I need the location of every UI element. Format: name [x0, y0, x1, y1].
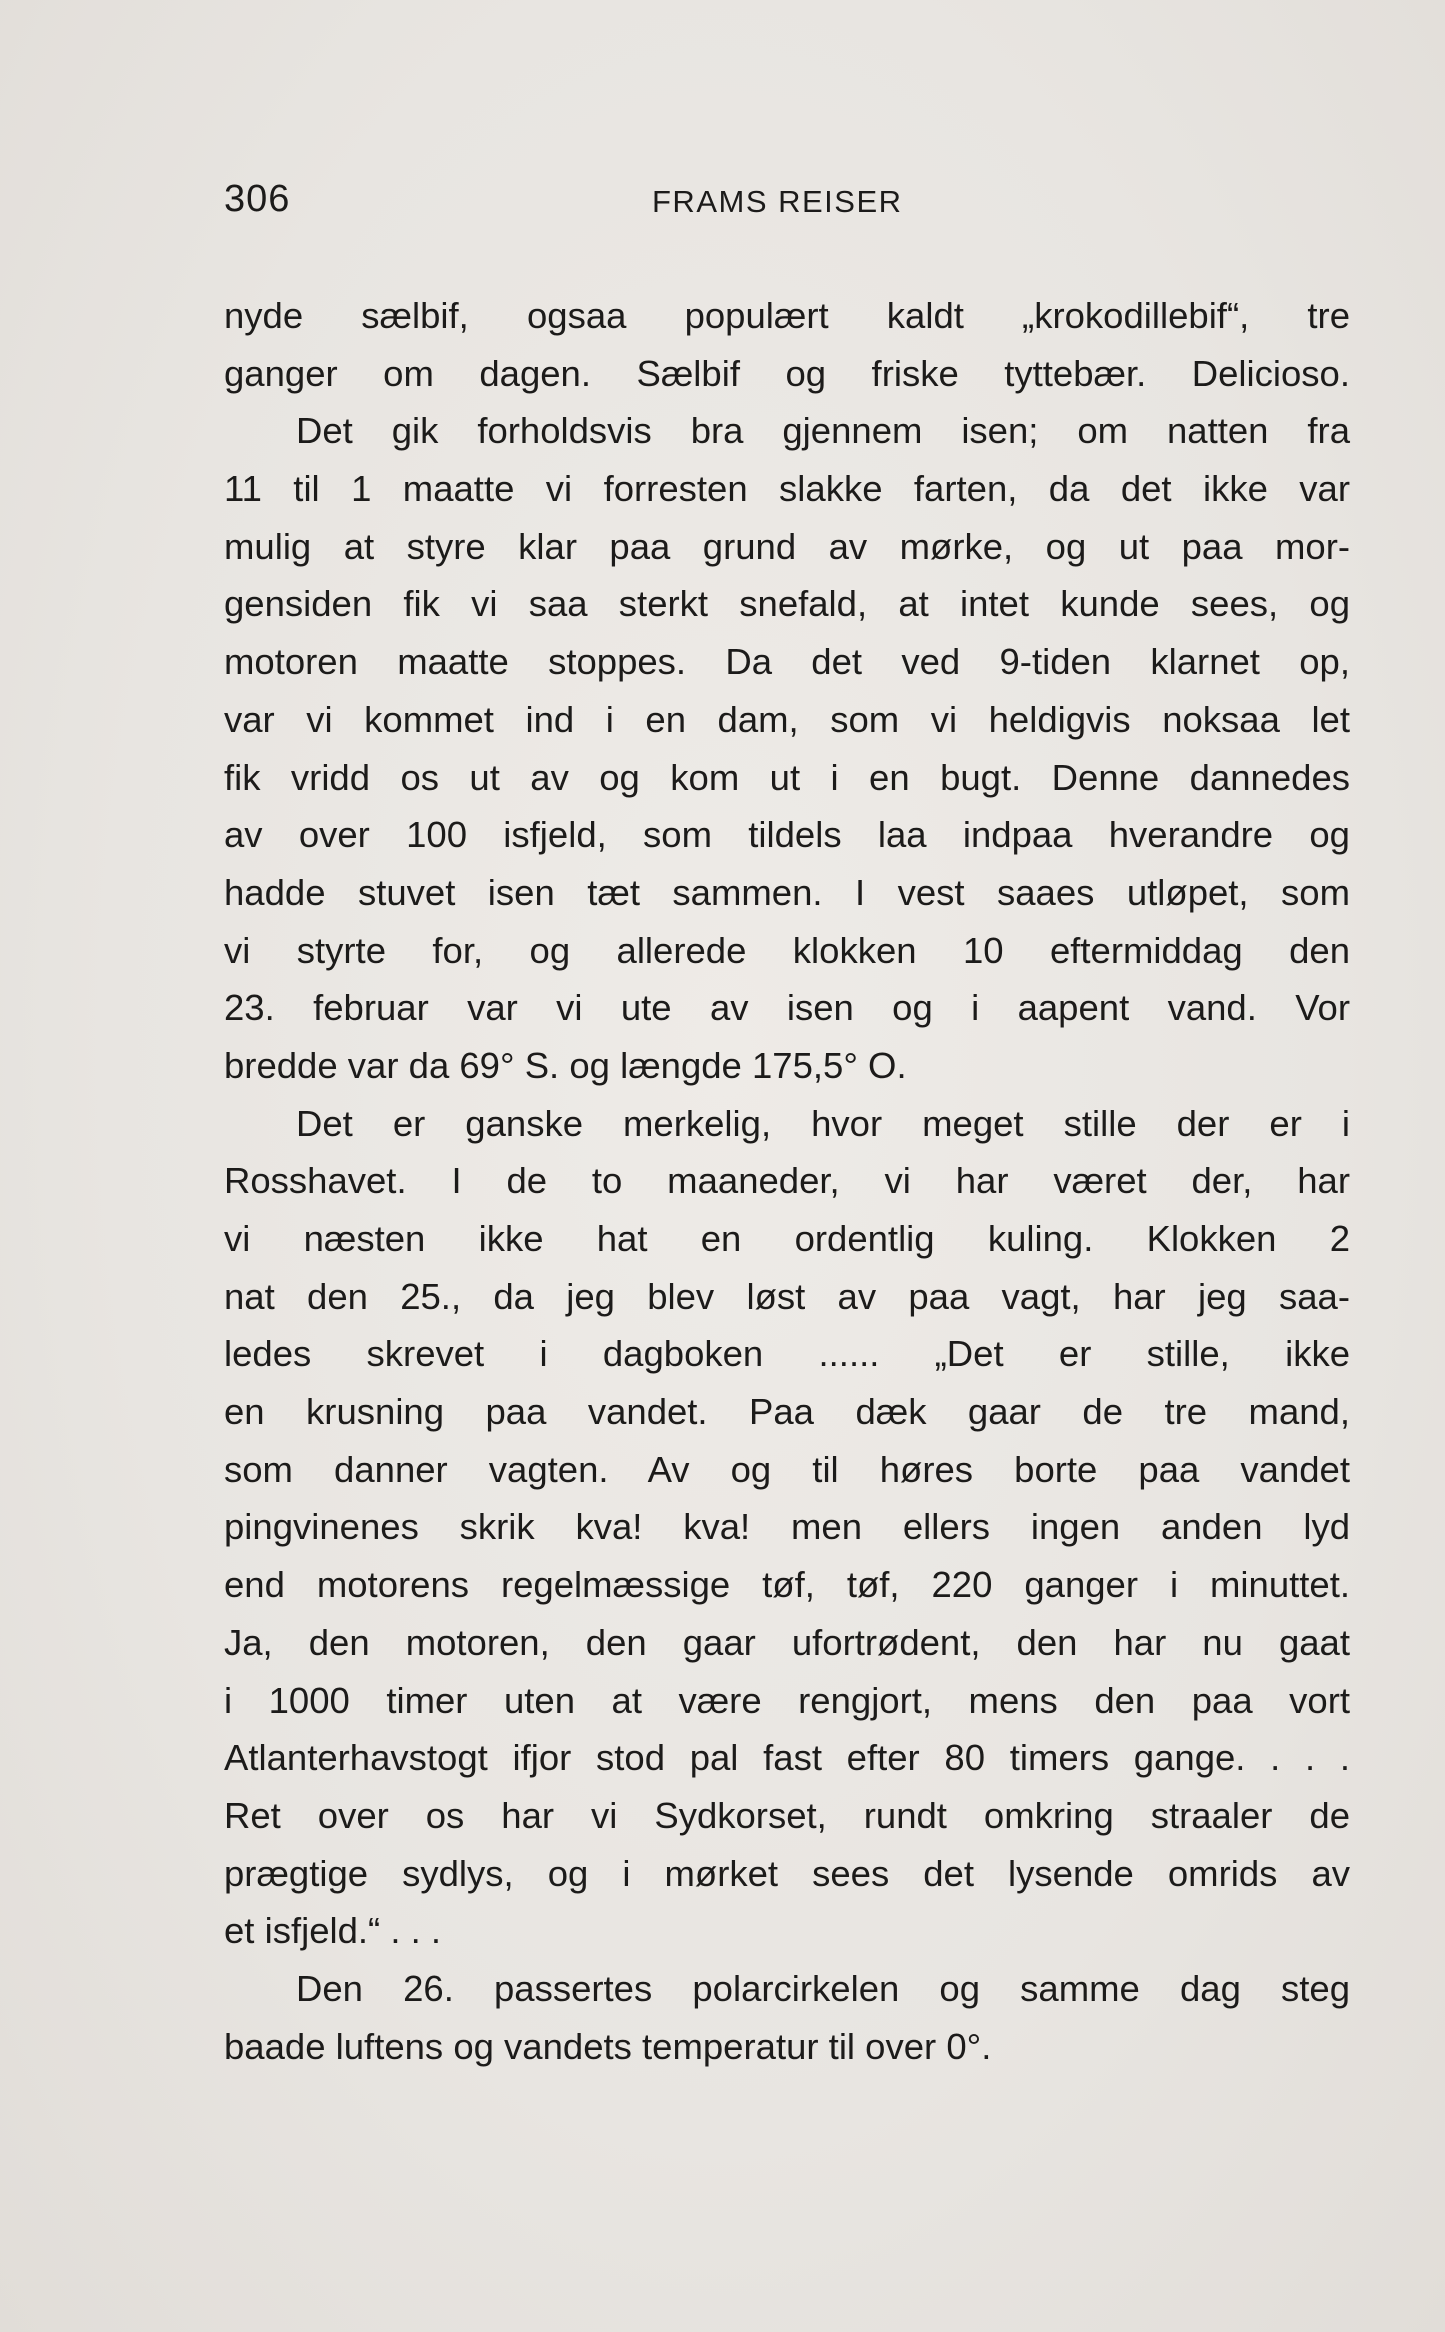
- text-line: bredde var da 69° S. og længde 175,5° O.: [224, 1044, 907, 1086]
- text-line: vi styrte for, og allerede klokken 10 eftermiddag den: [224, 929, 1350, 971]
- body-text: [224, 287, 1350, 2075]
- text-line: Atlanterhavstogt ifjor stod pal fast efter 80 timers gange. . . .: [224, 1737, 1350, 1779]
- text-line: pingvinenes skrik kva! kva! men ellers ingen anden lyd: [224, 1506, 1350, 1548]
- text-line: motoren maatte stoppes. Da det ved 9-tiden klarnet op,: [224, 641, 1350, 683]
- text-line: Rosshavet. I de to maaneder, vi har været der, har: [224, 1160, 1350, 1202]
- text-line: nyde sælbif, ogsaa populært kaldt „krokodillebif“, tre: [224, 295, 1350, 336]
- text-line: baade luftens og vandets temperatur til over 0°.: [224, 2025, 992, 2067]
- text-line: Det er ganske merkelig, hvor meget stille der er i: [296, 1102, 1350, 1144]
- text-line: gensiden fik vi saa sterkt snefald, at intet kunde sees, og: [224, 583, 1350, 625]
- page-number: 306: [224, 178, 291, 220]
- text-line: 23. februar var vi ute av isen og i aapent vand. Vor: [224, 987, 1350, 1029]
- text-line: en krusning paa vandet. Paa dæk gaar de tre mand,: [224, 1391, 1350, 1433]
- text-line: 11 til 1 maatte vi forresten slakke farten, da det ikke var: [224, 468, 1350, 510]
- text-line: Ret over os har vi Sydkorset, rundt omkring straaler de: [224, 1794, 1350, 1836]
- text-line: nat den 25., da jeg blev løst av paa vagt, har jeg saa-: [224, 1275, 1350, 1317]
- text-line: som danner vagten. Av og til høres borte paa vandet: [224, 1448, 1350, 1490]
- text-line: prægtige sydlys, og i mørket sees det lysende omrids av: [224, 1852, 1350, 1894]
- text-line: Ja, den motoren, den gaar ufortrødent, den har nu gaat: [224, 1621, 1350, 1663]
- text-line: av over 100 isfjeld, som tildels laa indpaa hverandre og: [224, 814, 1350, 856]
- text-line: et isfjeld.“ . . .: [224, 1910, 442, 1952]
- text-line: vi næsten ikke hat en ordentlig kuling. Klokken 2: [224, 1218, 1350, 1259]
- text-line: mulig at styre klar paa grund av mørke, og ut paa mor-: [224, 525, 1350, 567]
- running-title: FRAMS REISER: [652, 184, 903, 219]
- text-line: Det gik forholdsvis bra gjennem isen; om natten fra: [296, 410, 1350, 452]
- text-line: Den 26. passertes polarcirkelen og samme dag steg: [296, 1967, 1350, 2009]
- text-line: var vi kommet ind i en dam, som vi heldigvis noksaa let: [224, 698, 1350, 740]
- text-line: hadde stuvet isen tæt sammen. I vest saaes utløpet, som: [224, 871, 1350, 913]
- text-line: ledes skrevet i dagboken ...... „Det er stille, ikke: [224, 1333, 1350, 1375]
- page-header: [224, 178, 1224, 238]
- text-line: i 1000 timer uten at være rengjort, mens den paa vort: [224, 1679, 1350, 1721]
- text-line: fik vridd os ut av og kom ut i en bugt. Denne dannedes: [224, 756, 1350, 798]
- text-line: end motorens regelmæssige tøf, tøf, 220 ganger i minuttet.: [224, 1564, 1350, 1606]
- text-line: ganger om dagen. Sælbif og friske tyttebær. Delicioso.: [224, 352, 1350, 394]
